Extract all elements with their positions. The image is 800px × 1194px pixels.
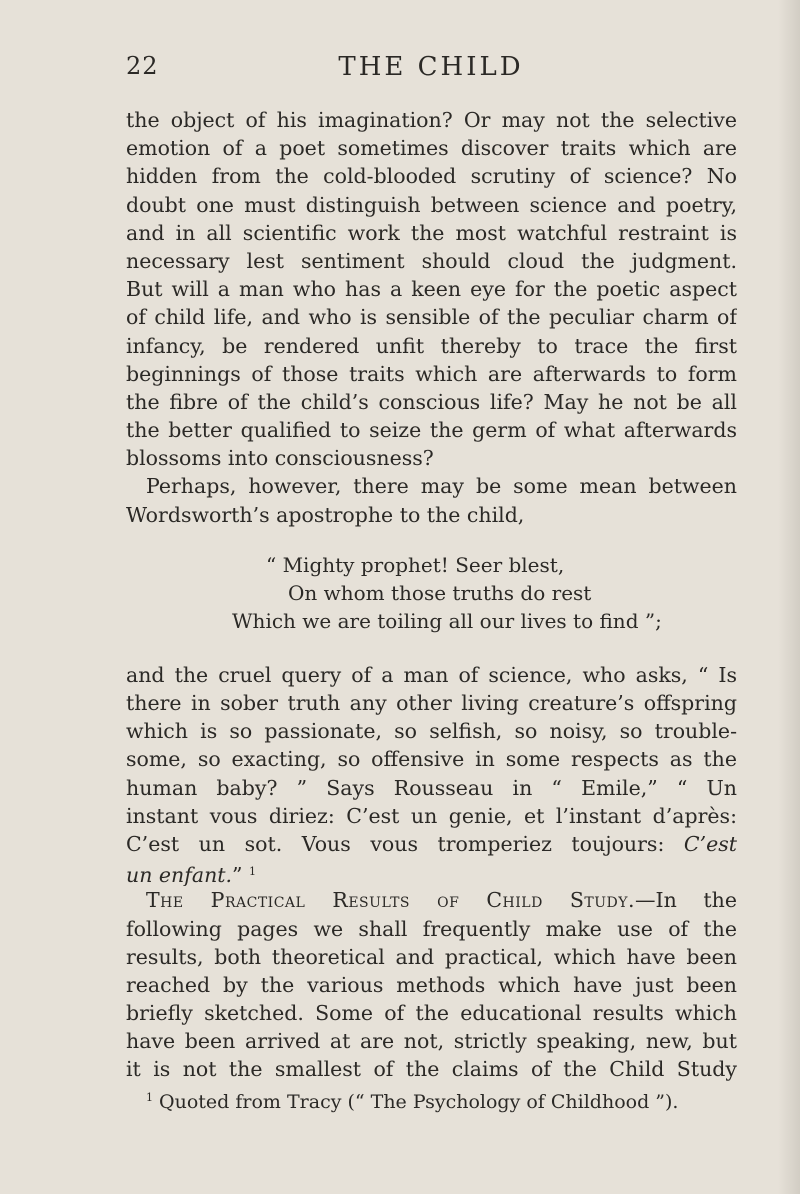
text-line: some, so exacting, so offensive in some respects as the (126, 747, 737, 772)
section-heading: The Practical Results of Child Study. (146, 888, 636, 913)
footnote-marker: 1 (249, 865, 257, 879)
text-line: hidden from the cold-blooded scrutiny of science? No (126, 164, 737, 189)
text-line: of child life, and who is sensible of the peculiar charm of (126, 305, 737, 330)
paragraph-1 (126, 106, 737, 472)
text-line (126, 858, 737, 886)
page-number: 22 (126, 52, 159, 80)
verse-quotation (126, 551, 737, 635)
text-line: emotion of a poet sometimes discover traits which are (126, 136, 737, 161)
text-line: it is not the smallest of the claims of the Child Study (126, 1057, 737, 1082)
footnote-number: 1 (146, 1090, 153, 1104)
footnote-text: Quoted from Tracy (“ The Psychology of Childhood ”). (153, 1090, 679, 1113)
italic-text: C’est (683, 831, 737, 856)
text-line (126, 886, 737, 914)
verse-line: On whom those truths do rest (288, 580, 592, 605)
text-line: the fibre of the child’s conscious life? May he not be all (126, 389, 737, 414)
running-head: THE CHILD (338, 52, 524, 82)
text-line: blossoms into consciousness? (126, 446, 434, 471)
text-line: and in all scientific work the most watchful restraint is (126, 220, 737, 245)
text-segment: —In the (635, 888, 737, 913)
text-line: Wordsworth’s apostrophe to the child, (126, 502, 525, 527)
page-header (126, 52, 736, 92)
page-edge-shadow (778, 0, 800, 1194)
text-line: instant vous diriez: C’est un genie, et l’instant d’après: (126, 803, 737, 828)
text-line: reached by the various methods which have just been (126, 972, 737, 997)
closing-quote: ” (232, 863, 243, 887)
verse-line: Which we are toiling all our lives to find ”; (232, 608, 662, 633)
text-line: following pages we shall frequently make use of the (126, 916, 737, 941)
text-line: there in sober truth any other living creature’s offspring (126, 691, 737, 715)
text-segment: C’est un sot. Vous vous tromperiez toujours: (126, 831, 684, 856)
paragraph-2 (126, 472, 737, 528)
text-line: beginnings of those traits which are afterwards to form (126, 361, 737, 386)
text-line: Perhaps, however, there may be some mean between (146, 474, 737, 499)
text-line: briefly sketched. Some of the educational results which (126, 1001, 737, 1026)
page-body (126, 106, 737, 1112)
text-line: which is so passionate, so selfish, so noisy, so trouble- (126, 719, 737, 744)
footnote (126, 1084, 737, 1112)
text-line: doubt one must distinguish between science and poetry, (126, 192, 737, 217)
text-line: human baby? ” Says Rousseau in “ Emile,” “ Un (126, 775, 737, 800)
text-line: have been arrived at are not, strictly speaking, new, but (126, 1029, 737, 1054)
text-line: But will a man who has a keen eye for the poetic aspect (126, 277, 737, 302)
text-line: the better qualified to seize the germ of what afterwards (126, 418, 737, 443)
text-line: results, both theoretical and practical, which have been (126, 944, 737, 969)
italic-text: un enfant. (126, 863, 233, 887)
paragraph-4 (126, 886, 737, 1083)
text-line: necessary lest sentiment should cloud the judgment. (126, 248, 737, 273)
text-line: the object of his imagination? Or may not the selective (126, 108, 737, 132)
text-line: infancy, be rendered unfit thereby to trace the first (126, 333, 737, 358)
text-line: and the cruel query of a man of science, who asks, “ Is (126, 662, 737, 687)
text-line (126, 830, 737, 858)
paragraph-3 (126, 661, 737, 887)
verse-line: “ Mighty prophet! Seer blest, (266, 552, 565, 577)
